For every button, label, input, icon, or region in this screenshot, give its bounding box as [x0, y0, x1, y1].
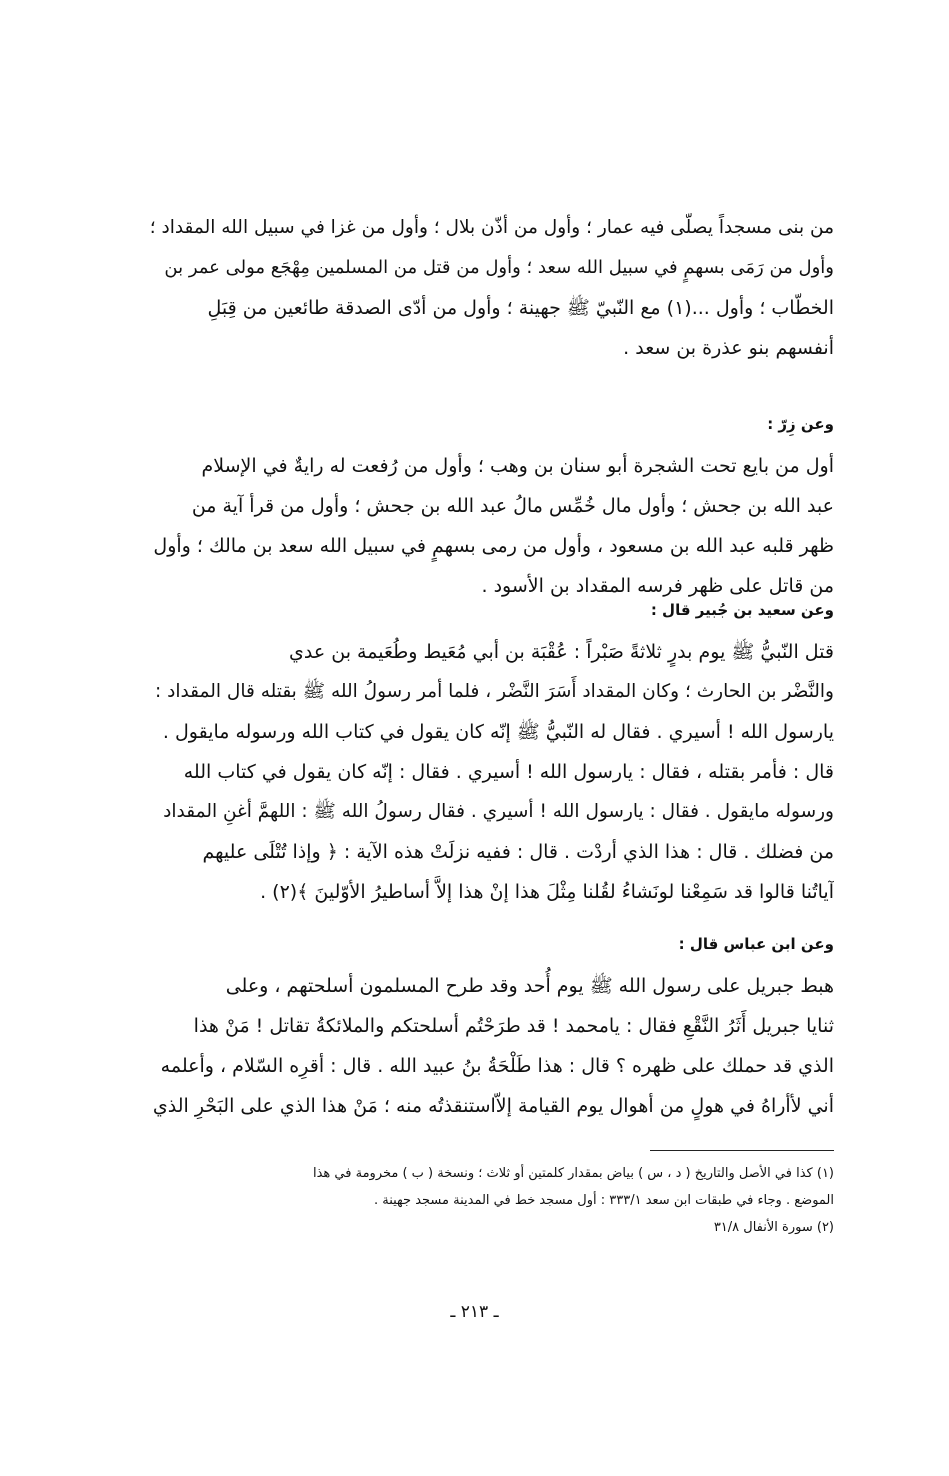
footnote-line: (١) كذا في الأصل والتاريخ ( د ، س ) بياض بمقدار كلمتين أو ثلاث ؛ ونسخة ( ب ) مخرومة في هذا: [313, 1166, 834, 1181]
footnotes: [150, 1160, 834, 1241]
paragraph-3: [150, 632, 834, 912]
paragraph-1: [150, 208, 834, 368]
paragraph-line: يارسول الله ! أسيري . فقال له النّبيُّ ﷺ إنّه كان يقول في كتاب الله ورسوله مايقول .: [162, 721, 834, 743]
paragraph-line: من قاتل على ظهر فرسه المقداد بن الأسود .: [481, 575, 834, 597]
paragraph-line: أني لأأراهُ في هولٍ من أهوال يوم القيامة إلاّاستنقذتُه منه ؛ مَنْ هذا الذي على البَحْرِ الذي: [152, 1095, 834, 1117]
paragraph-line: ظهر قلبه عبد الله بن مسعود ، وأول من رمى بسهمٍ في سبيل الله سعد بن مالك ؛ وأول: [153, 535, 834, 557]
paragraph-line: والنَّضْر بن الحارث ؛ وكان المقداد أَسَرَ النَّضْر ، فلما أمر رسولُ الله ﷺ بقتله قال المقداد :: [154, 681, 834, 702]
section-heading-said-ibn-jubayr: وعن سعيد بن جُبير قال :: [650, 601, 834, 619]
section-heading-ibn-abbas: وعن ابن عباس قال :: [678, 935, 834, 953]
paragraph-2: [150, 446, 834, 606]
paragraph-line: من فضلك . قال : هذا الذي أردْت . قال : ففيه نزلَتْ هذه الآية : ﴿ وإذا تُتْلَى عليهم: [202, 841, 834, 863]
paragraph-line: عبد الله بن جحش ؛ وأول مال خُمِّس مالُ عبد الله بن جحش ؛ وأول من قرأ آية من: [191, 495, 834, 517]
section-heading-zirr: وعن زِرّ :: [767, 415, 834, 433]
paragraph-line: هبط جبريل على رسول الله ﷺ يوم أُحد وقد طرح المسلمون أسلحتهم ، وعلى: [225, 975, 834, 997]
paragraph-line: الخطّاب ؛ وأول ...(١) مع النّبيّ ﷺ جهينة ؛ وأول من أدّى الصدقة طائعين من قِبَلِ: [207, 297, 834, 319]
paragraph-line: الذي قد حملك على ظهره ؟ قال : هذا طَلْحَةُ بنُ عبيد الله . قال : أقرِه السّلام ، وأعلمه: [160, 1055, 834, 1077]
paragraph-line: ثنايا جبريل أَثَرُ النَّقْعِ فقال : يامحمد ! قد طرَحْتُم أسلحتكم والملائكةُ تقاتل ! مَنْ هذا: [193, 1015, 834, 1037]
paragraph-line: قتل النّبيُّ ﷺ يوم بدرٍ ثلاثةً صَبْراً : عُقْبَة بن أبي مُعَيط وطُعَيمة بن عدي: [289, 641, 834, 663]
paragraph-line: من بنى مسجداً يصلّى فيه عمار ؛ وأول من أذّن بلال ؛ وأول من غزا في سبيل الله المقداد ؛: [150, 217, 834, 238]
paragraph-line: قال : فأمر بقتله ، فقال : يارسول الله ! أسيري . فقال : إنّه كان يقول في كتاب الله: [183, 761, 834, 783]
footnote-line: الموضع . وجاء في طبقات ابن سعد ٣٣٣/١ : أول مسجد خط في المدينة مسجد جهينة .: [373, 1193, 834, 1208]
paragraph-4: [150, 966, 834, 1126]
footnote-divider: [650, 1150, 834, 1151]
page-number: ـ ٢١٣ ـ: [450, 1302, 499, 1322]
paragraph-line: وأول من رَمَى بسهمٍ في سبيل الله سعد ؛ وأول من قتل من المسلمين مِهْجَع مولى عمر بن: [164, 257, 834, 278]
footnote-line: (٢) سورة الأنفال ٣١/٨: [713, 1220, 834, 1235]
paragraph-line: آياتُنا قالوا قد سَمِعْنا لونَشاءُ لقُلنا مِثْلَ هذا إنْ هذا إلاَّ أساطيرُ الأوّلينَ ﴾(٢) .: [260, 881, 834, 903]
paragraph-line: أول من بايع تحت الشجرة أبو سنان بن وهب ؛ وأول من رُفعت له رايةٌ في الإسلام: [201, 455, 834, 477]
paragraph-line: أنفسهم بنو عذرة بن سعد .: [623, 337, 834, 359]
paragraph-line: ورسوله مايقول . فقال : يارسول الله ! أسيري . فقال رسولُ الله ﷺ : اللهمَّ أغنِ المقداد: [163, 801, 834, 822]
